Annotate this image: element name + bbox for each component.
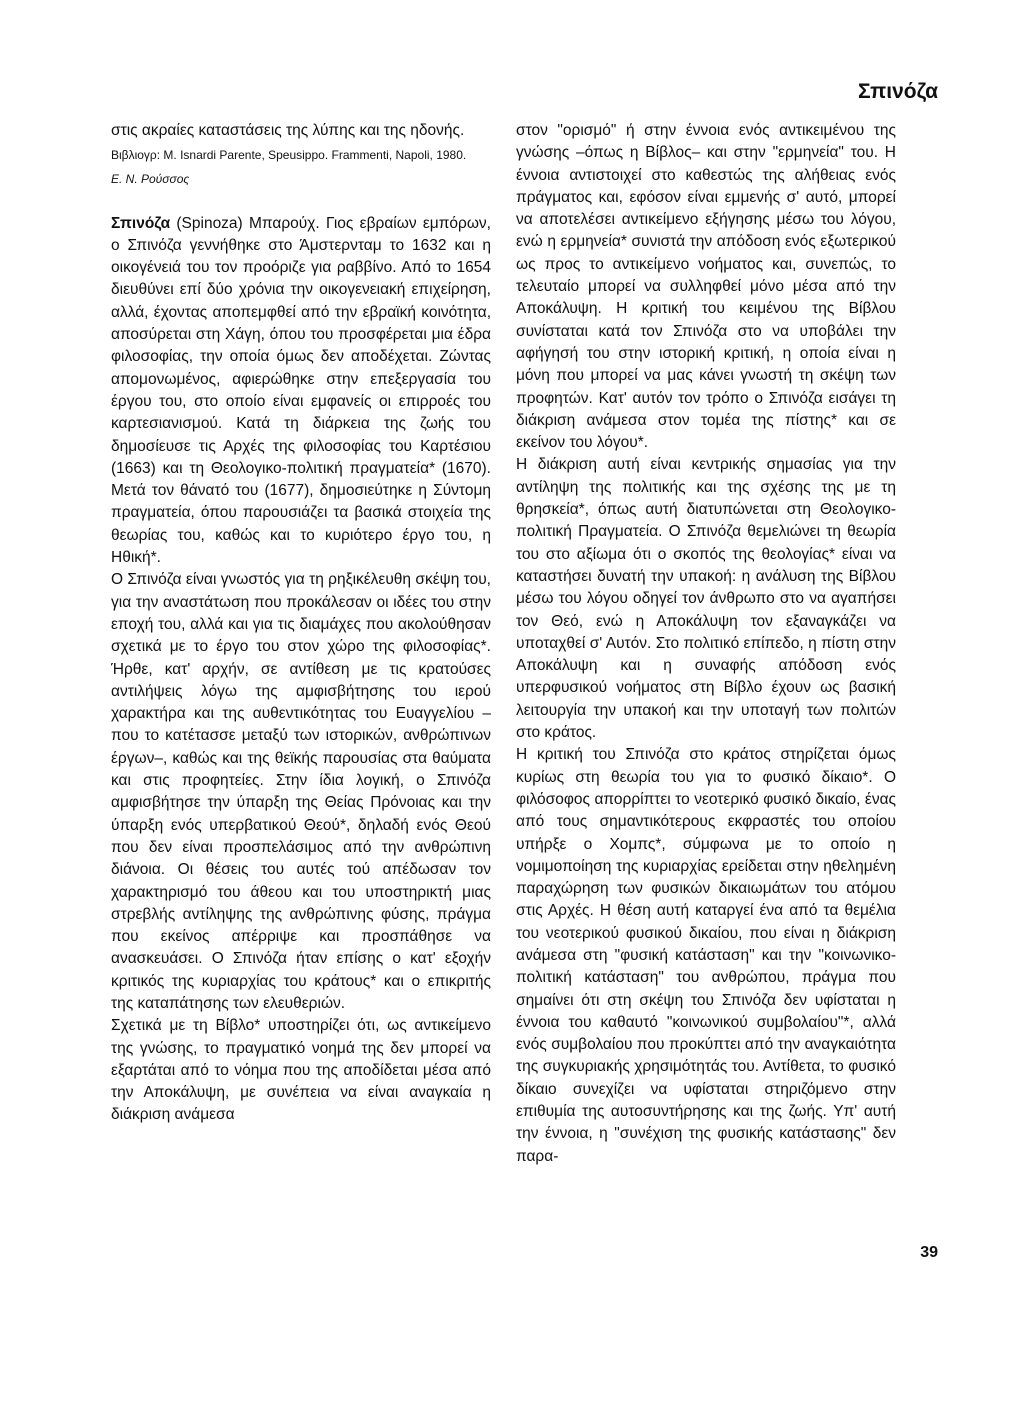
left-column [111, 120, 491, 1127]
body-paragraph: Η διάκριση αυτή είναι κεντρικής σημασίας για την αντίληψη της πολιτικής και της σχέσης της με τη θρησκεία*, όπως αυτή διατυπώνεται στη Θεολογικο-πολιτική Πραγματεία. Ο Σπινόζα θεμελιώνει τη θεωρία του στο αξίωμα ότι ο σκοπός της θεολογίας* είναι να καταστήσει δυνατή την υπακοή: η ανάλυση της Βίβλου μέσω του λόγου οδηγεί τον άνθρωπο στο να αγαπήσει τον Θεό, ενώ η Αποκάλυψη τον εξαναγκάζει να υποταχθεί σ' Αυτόν. Στο πολιτικό επίπεδο, η πίστη στην Αποκάλυψη και η συναφής απόδοση ενός υπερφυσικού νοήματος στη Βίβλο έχουν ως βασική λειτουργία την υπακοή και την υποταγή των πολιτών στο κράτος. [516, 456, 896, 742]
page-number: 39 [920, 1244, 938, 1261]
bibliography: Βιβλιογρ: M. Isnardi Parente, Speusippo. Frammenti, Napoli, 1980. [111, 148, 467, 163]
body-paragraph: Ο Σπινόζα είναι γνωστός για τη ρηξικέλευθη σκέψη του, για την αναστάτωση που προκάλεσαν οι ιδέες του στην εποχή του, αλλά και για τις διαμάχες που ακολούθησαν σχετικά με το έργο του στον χώρο της φιλοσοφίας*. Ήρθε, κατ' αρχήν, σε αντίθεση με τις κρατούσες αντιλήψεις λόγω της αμφισβήτησης του ιερού χαρακτήρα και της αυθεντικότητας του Ευαγγελίου –που το κατέτασσε μεταξύ των ιστορικών, ανθρώπινων έργων–, καθώς και της θεϊκής παρουσίας στα θαύματα και στις προφητείες. Στην ίδια λογική, ο Σπινόζα αμφισβήτησε την ύπαρξη της Θείας Πρόνοιας και την ύπαρξη ενός υπερβατικού Θεού*, δηλαδή ενός Θεού που δεν είναι προσπελάσιμος από την ανθρώπινη διάνοια. Οι θέσεις του αυτές τού απέδωσαν τον χαρακτηρισμό του άθεου και του υποστηρικτή μιας στρεβλής αντίληψης της ανθρώπινης φύσης, πράγμα που εκείνος απέρριψε και προσπάθησε να ανασκευάσει. Ο Σπινόζα ήταν επίσης ο κατ' εξοχήν κριτικός της κυριαρχίας του κράτους* και ο επικριτής της καταπάτησης των ελευθεριών. [111, 571, 491, 1012]
prev-entry-tail: στις ακραίες καταστάσεις της λύπης και της ηδονής. [111, 122, 465, 139]
body-paragraph: Σχετικά με τη Βίβλο* υποστηρίζει ότι, ως αντικείμενο της γνώσης, το πραγματικό νοημά της δεν μπορεί να εξαρτάται από το νόημα που της αποδίδεται μέσα από την Αποκάλυψη, με συνέπεια να είναι αναγκαία η διάκριση ανάμεσα [111, 1017, 491, 1124]
entry-intro-text: (Spinoza) Μπαρούχ. Γιος εβραίων εμπόρων, ο Σπινόζα γεννήθηκε στο Άμστερνταμ το 1632 και η οικογένειά του τον προόριζε για ραββίνο. Από το 1654 διευθύνει επί δύο χρόνια την οικογενειακή επιχείρηση, αλλά, έχοντας αποπεμφθεί από την εβραϊκή κοινότητα, αποσύρεται στη Χάγη, όπου του προσφέρεται μια έδρα φιλοσοφίας, την οποία όμως δεν αποδέχεται. Ζώντας απομονωμένος, αφιερώθηκε στην επεξεργασία του έργου του, στο οποίο είναι εμφανείς οι επιρροές του καρτεσιανισμού. Κατά τη διάρκεια της ζωής του δημοσίευσε τις Αρχές της φιλοσοφίας του Καρτέσιου (1663) και τη Θεολογικο-πολιτική πραγματεία* (1670). Μετά τον θάνατό του (1677), δημοσιεύτηκε η Σύντομη πραγματεία, όπου παρουσιάζει τα βασικά στοιχεία της θεωρίας του, καθώς και το κυριότερο έργο του, η Ηθική*. [111, 214, 491, 567]
running-head: Σπινόζα [857, 80, 938, 103]
right-column [516, 120, 896, 1168]
body-paragraph: Η κριτική του Σπινόζα στο κράτος στηρίζεται όμως κυρίως στη θεωρία του για το φυσικό δίκαιο*. Ο φιλόσοφος απορρίπτει το νεοτερικό φυσικό δικαίο, ένας από τους σημαντικότερους εκφραστές του οποίου υπήρξε ο Χομπς*, σύμφωνα με το οποίο η νομιμοποίηση της κυριαρχίας ερείδεται στην ηθελημένη παραχώρηση των φυσικών δικαιωμάτων του ατόμου στις Αρχές. Η θέση αυτή καταργεί ένα από τα θεμέλια του νεοτερικού φυσικού δικαίου, που είναι η διάκριση ανάμεσα στη "φυσική κατάσταση" και την "κοινωνικο-πολιτική κατάσταση" του ανθρώπου, πράγμα που σημαίνει ότι στη σκέψη του Σπινόζα δεν υφίσταται η έννοια του καθαυτό "κοινωνικού συμβολαίου"*, αλλά ενός συμβολαίου που προκύπτει από την αναγκαιότητα της συγκυριακής χρησιμότητάς του. Αντίθετα, το φυσικό δίκαιο συνεχίζει να υφίσταται στηριζόμενο στην επιθυμία της αυτοσυντήρησης και της ζωής. Υπ' αυτή την έννοια, η "συνέχιση της φυσικής κατάστασης" δεν παρα- [516, 746, 896, 1165]
entry-title: Σπινόζα [111, 214, 171, 232]
entry-intro-paragraph [111, 213, 491, 570]
prev-entry-author: Ε. Ν. Ρούσσος [111, 172, 190, 187]
body-paragraph: στον "ορισμό" ή στην έννοια ενός αντικειμένου της γνώσης –όπως η Βίβλος– και στην "ερμηνεία" του. Η έννοια αντιστοιχεί στο καθεστώς της αλήθειας ενός πράγματος και, εφόσον είναι εμμενής σ' αυτό, μπορεί να αποτελέσει αντικείμενο εξήγησης μέσω του λόγου, ενώ η ερμηνεία* συνιστά την απόδοση ενός εξωτερικού ως προς το αντικείμενο νοήματος και, συνεπώς, το τελευταίο μπορεί να συλληφθεί μόνο μέσα από την Αποκάλυψη. Η κριτική του κειμένου της Βίβλου συνίσταται κατά τον Σπινόζα στο να υποβάλει την αφήγησή του στην ιστορική κριτική, η οποία είναι η μόνη που μπορεί να μας κάνει γνωστή τη σκέψη των προφητών. Κατ' αυτόν τον τρόπο ο Σπινόζα εισάγει τη διάκριση ανάμεσα στον τομέα της πίστης* και σε εκείνον του λόγου*. [516, 122, 896, 452]
